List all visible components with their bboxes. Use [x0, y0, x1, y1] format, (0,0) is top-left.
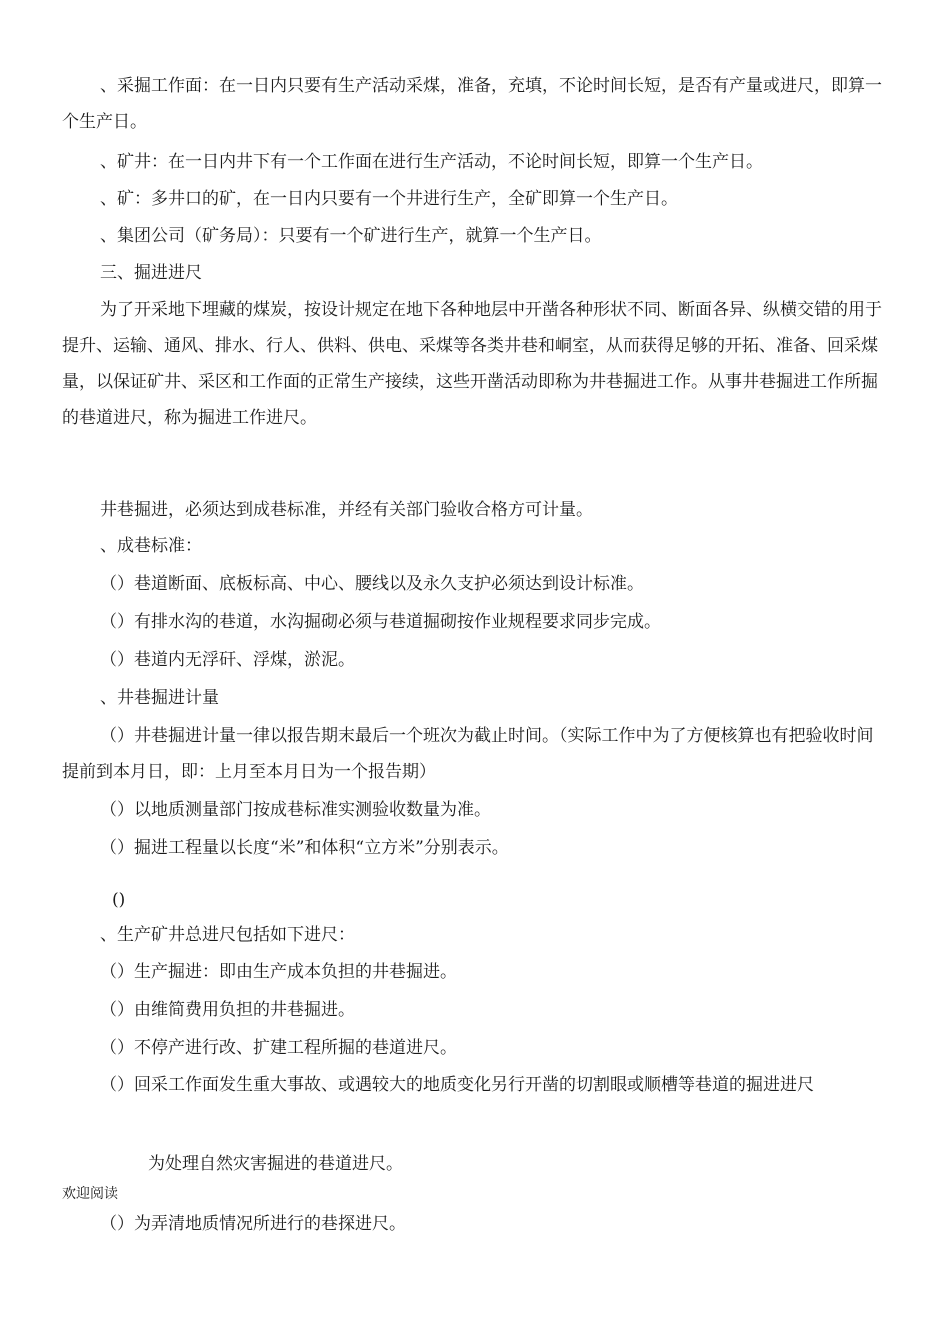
section-heading-excavation: 三、掘进进尺	[100, 263, 202, 283]
parenthesis-marker: ()	[112, 890, 126, 910]
list-item-measurement-1: （）井巷掘进计量一律以报告期末最后一个班次为截止时间。（实际工作中为了方便核算也有把验收时间提前到本月日，即：上月至本月日为一个报告期）	[62, 726, 874, 782]
paragraph-excavation-definition: 为了开采地下埋藏的煤炭，按设计规定在地下各种地层中开凿各种形状不同、断面各异、纵横交错的用于提升、运输、通风、排水、行人、供料、供电、采煤等各类井巷和峒室，从而获得足够的开拓、准备、回采煤量，以保证矿井、采区和工作面的正常生产接续，这些开凿活动即称为井巷掘进工作。从事井巷掘进工作所掘的巷道进尺，称为掘进工作进尺。	[62, 300, 882, 428]
paragraph-group-company: 、集团公司（矿务局）：只要有一个矿进行生产，就算一个生产日。	[100, 226, 602, 246]
subheading-total-footage: 、生产矿井总进尺包括如下进尺：	[100, 925, 355, 945]
paragraph-multi-shaft-mine: 、矿：多井口的矿，在一日内只要有一个井进行生产，全矿即算一个生产日。	[100, 189, 678, 209]
list-item-footage-2: （）由维简费用负担的井巷掘进。	[100, 1000, 355, 1020]
subheading-roadway-standard: 、成巷标准：	[100, 536, 202, 556]
subheading-excavation-measurement: 、井巷掘进计量	[100, 688, 219, 708]
list-item-footage-1: （）生产掘进：即由生产成本负担的井巷掘进。	[100, 962, 457, 982]
list-item-measurement-2: （）以地质测量部门按成巷标准实测验收数量为准。	[100, 800, 491, 820]
paragraph-mining-face: 、采掘工作面：在一日内只要有生产活动采煤，准备，充填，不论时间长短，是否有产量或进尺，即算一个生产日。	[62, 76, 882, 132]
list-item-footage-3: （）不停产进行改、扩建工程所掘的巷道进尺。	[100, 1038, 457, 1058]
footer-watermark-text: 欢迎阅读	[62, 1186, 118, 1202]
list-item-footage-6: （）为弄清地质情况所进行的巷探进尺。	[100, 1214, 406, 1234]
list-item-standard-2: （）有排水沟的巷道，水沟掘砌必须与巷道掘砌按作业规程要求同步完成。	[100, 612, 661, 632]
paragraph-excavation-standard: 井巷掘进，必须达到成巷标准，并经有关部门验收合格方可计量。	[100, 500, 593, 520]
list-item-standard-1: （）巷道断面、底板标高、中心、腰线以及永久支护必须达到设计标准。	[100, 574, 644, 594]
list-item-measurement-3: （）掘进工程量以长度“米”和体积“立方米”分别表示。	[100, 838, 509, 858]
list-item-footage-5: 为处理自然灾害掘进的巷道进尺。	[148, 1154, 403, 1174]
list-item-footage-4: （）回采工作面发生重大事故、或遇较大的地质变化另行开凿的切割眼或顺槽等巷道的掘进进尺	[100, 1075, 814, 1095]
paragraph-mine-shaft: 、矿井：在一日内井下有一个工作面在进行生产活动，不论时间长短，即算一个生产日。	[100, 152, 763, 172]
list-item-standard-3: （）巷道内无浮矸、浮煤，淤泥。	[100, 650, 355, 670]
